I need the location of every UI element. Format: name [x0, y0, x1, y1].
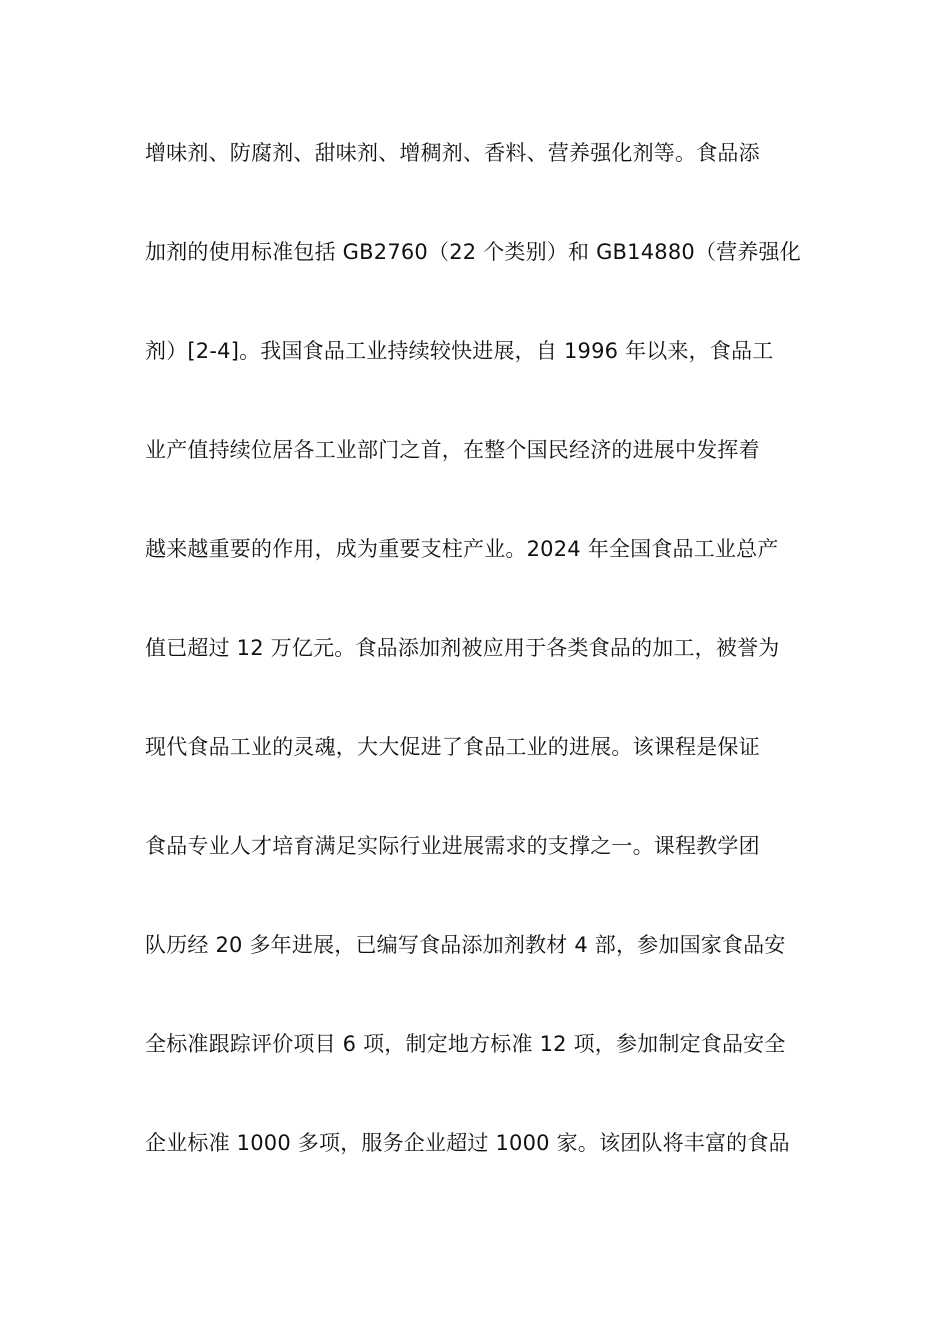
text-line: 增味剂、防腐剂、甜味剂、增稠剂、香料、营养强化剂等。食品添: [145, 141, 760, 165]
text-line: 业产值持续位居各工业部门之首，在整个国民经济的进展中发挥着: [145, 438, 760, 462]
text-line: 值已超过 12 万亿元。食品添加剂被应用于各类食品的加工，被誉为: [145, 636, 780, 660]
text-line: 越来越重要的作用，成为重要支柱产业。2024 年全国食品工业总产: [145, 537, 779, 561]
text-line: 食品专业人才培育满足实际行业进展需求的支撑之一。课程教学团: [145, 834, 760, 858]
text-line: 剂）[2-4]。我国食品工业持续较快进展，自 1996 年以来，食品工: [145, 339, 774, 363]
body-paragraph: [145, 128, 810, 1217]
text-line: 加剂的使用标准包括 GB2760（22 个类别）和 GB14880（营养强化: [145, 240, 801, 264]
text-line: 队历经 20 多年进展，已编写食品添加剂教材 4 部，参加国家食品安: [145, 933, 786, 957]
text-line: 全标准跟踪评价项目 6 项，制定地方标准 12 项，参加制定食品安全: [145, 1032, 786, 1056]
text-line: 现代食品工业的灵魂，大大促进了食品工业的进展。该课程是保证: [145, 735, 760, 759]
text-line: 企业标准 1000 多项，服务企业超过 1000 家。该团队将丰富的食品: [145, 1131, 790, 1155]
